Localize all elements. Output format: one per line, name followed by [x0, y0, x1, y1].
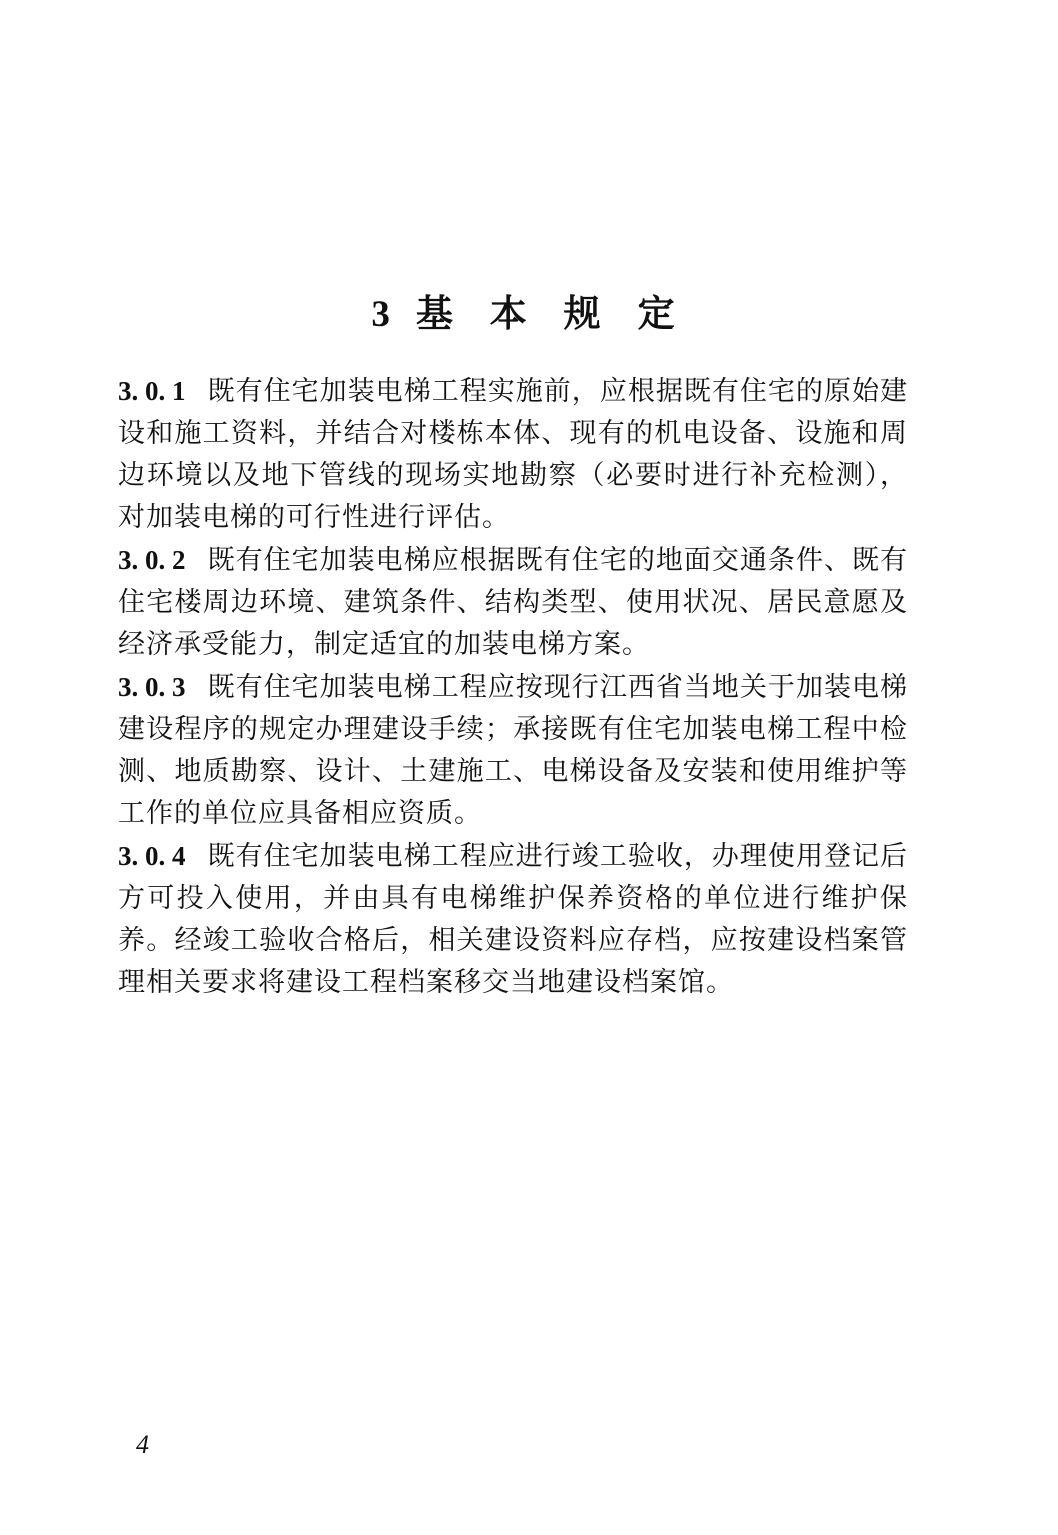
- clause-text: 既有住宅加装电梯工程实施前，应根据既有住宅的原始建设和施工资料，并结合对楼栋本体、现有的机电设备、设施和周边环境以及地下管线的现场实地勘察（必要时进行补充检测），对加装电梯的可行性进行评估。: [118, 376, 909, 533]
- clause-3-0-4: [118, 835, 908, 1004]
- chapter-title: 基 本 规 定: [415, 290, 687, 335]
- page-number: 4: [136, 1430, 149, 1459]
- clause-number: 3. 0. 2: [118, 545, 186, 575]
- clause-text: 既有住宅加装电梯应根据既有住宅的地面交通条件、既有住宅楼周边环境、建筑条件、结构类型、使用状况、居民意愿及经济承受能力，制定适宜的加装电梯方案。: [118, 545, 909, 660]
- clause-3-0-2: [118, 539, 908, 666]
- clause-3-0-1: [118, 370, 908, 539]
- chapter-number: 3: [371, 293, 390, 335]
- clause-text: 既有住宅加装电梯工程应进行竣工验收，办理使用登记后方可投入使用，并由具有电梯维护保养资格的单位进行维护保养。经竣工验收合格后，相关建设资料应存档，应按建设档案管理相关要求将建设工程档案移交当地建设档案馆。: [118, 841, 909, 998]
- clause-list: [118, 370, 908, 1004]
- clause-text: 既有住宅加装电梯工程应按现行江西省当地关于加装电梯建设程序的规定办理建设手续；承接既有住宅加装电梯工程中检测、地质勘察、设计、土建施工、电梯设备及安装和使用维护等工作的单位应具备相应资质。: [118, 672, 909, 829]
- chapter-heading: [0, 287, 1058, 341]
- clause-number: 3. 0. 3: [118, 672, 186, 702]
- clause-number: 3. 0. 1: [118, 376, 186, 406]
- clause-number: 3. 0. 4: [118, 841, 186, 871]
- clause-3-0-3: [118, 666, 908, 835]
